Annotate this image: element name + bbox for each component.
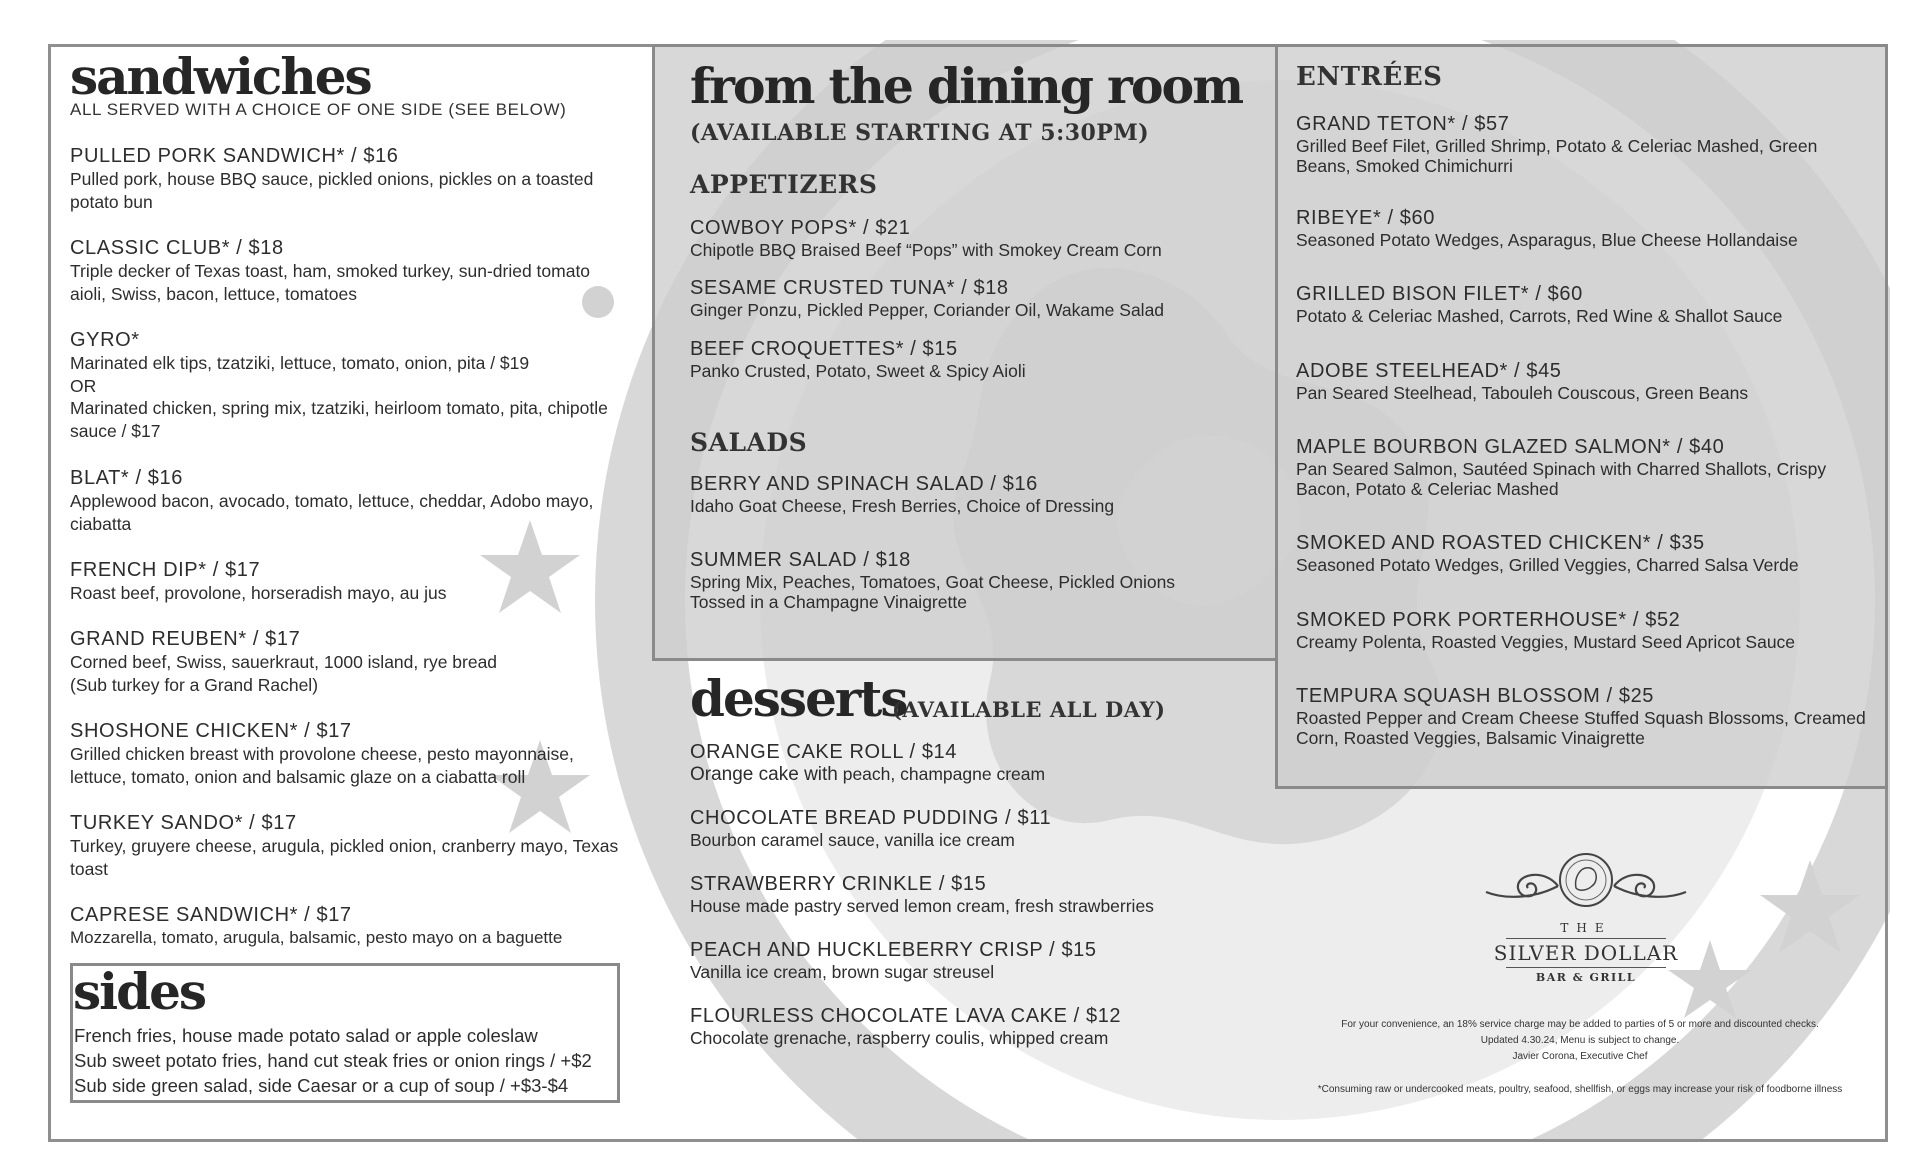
item-name: MAPLE BOURBON GLAZED SALMON* / $40 (1296, 436, 1725, 458)
menu-item (690, 548, 1270, 612)
menu-item (1296, 206, 1876, 250)
item-description: Vanilla ice cream, brown sugar streusel (690, 962, 995, 982)
sandwiches-title: sandwiches (70, 47, 371, 106)
item-name: SMOKED AND ROASTED CHICKEN* / $35 (1296, 532, 1705, 554)
menu-item (70, 558, 630, 605)
menu-item (690, 216, 1270, 260)
menu-item (690, 740, 1270, 785)
item-description: Idaho Goat Cheese, Fresh Berries, Choice of Dressing (690, 496, 1115, 516)
item-description: Marinated elk tips, tzatziki, lettuce, tomato, onion, pita / $19 (70, 353, 530, 373)
item-description: Potato & Celeriac Mashed, Carrots, Red Wine & Shallot Sauce (1296, 306, 1783, 326)
menu-item (690, 276, 1270, 320)
item-name: GYRO* (70, 329, 140, 351)
item-description-or: OR (70, 375, 97, 396)
chef-note: Javier Corona, Executive Chef (1512, 1051, 1648, 1062)
menu-item (1296, 282, 1876, 326)
item-name: ADOBE STEELHEAD* / $45 (1296, 360, 1562, 382)
menu-item (1296, 435, 1876, 499)
menu-item (1296, 684, 1880, 748)
item-name: SMOKED PORK PORTERHOUSE* / $52 (1296, 609, 1681, 631)
item-name: BERRY AND SPINACH SALAD / $16 (690, 473, 1038, 495)
item-description: Corned beef, Swiss, sauerkraut, 1000 island, rye bread (70, 652, 498, 672)
item-description: Turkey, gruyere cheese, arugula, pickled onion, cranberry mayo, Texas toast (70, 836, 619, 879)
menu-item (1296, 359, 1876, 403)
logo-name: SILVER DOLLAR (1493, 941, 1679, 965)
item-description: Bourbon caramel sauce, vanilla ice cream (690, 830, 1015, 850)
menu-item (70, 811, 630, 880)
menu-item (70, 719, 630, 788)
item-name: COWBOY POPS* / $21 (690, 217, 911, 239)
item-name: GRAND TETON* / $57 (1296, 113, 1510, 135)
item-name: SHOSHONE CHICKEN* / $17 (70, 720, 352, 742)
dining-title: from the dining room (690, 57, 1243, 115)
menu-item (70, 328, 630, 442)
item-description: Triple decker of Texas toast, ham, smoked turkey, sun-dried tomato aioli, Swiss, bacon, lettuce, tomatoes (70, 261, 591, 304)
updated-note: Updated 4.30.24, Menu is subject to change. (1480, 1035, 1680, 1046)
menu-item (1296, 531, 1876, 575)
desserts-title: desserts (690, 669, 907, 728)
item-name: STRAWBERRY CRINKLE / $15 (690, 873, 987, 895)
item-name: CAPRESE SANDWICH* / $17 (70, 904, 352, 926)
menu-item (1296, 608, 1876, 652)
sides-title: sides (73, 962, 206, 1021)
item-description: House made pastry served lemon cream, fresh strawberries (690, 896, 1154, 916)
entrees-title: ENTRÉES (1296, 62, 1443, 92)
item-description: peach, champagne cream (837, 764, 1046, 784)
menu-item (690, 806, 1270, 850)
sandwiches-subtitle: ALL SERVED WITH A CHOICE OF ONE SIDE (SEE BELOW) (70, 100, 567, 119)
menu-item (70, 236, 630, 305)
item-description: Pan Seared Salmon, Sautéed Spinach with Charred Shallots, Crispy Bacon, Potato & Celeriac Mashed (1296, 459, 1827, 499)
item-description: Applewood bacon, avocado, tomato, lettuce, cheddar, Adobo mayo, ciabatta (70, 491, 594, 534)
item-description-2: Tossed in a Champagne Vinaigrette (690, 592, 967, 612)
item-description-note: (Sub turkey for a Grand Rachel) (70, 674, 319, 695)
item-description-lead: Orange cake with (690, 764, 838, 785)
service-charge-note: For your convenience, an 18% service charge may be added to parties of 5 or more and discounted checks. (1341, 1019, 1819, 1030)
item-description: Pulled pork, house BBQ sauce, pickled onions, pickles on a toasted potato bun (70, 169, 594, 212)
menu-item (70, 144, 630, 213)
menu-item (1296, 112, 1876, 176)
sides-line: Sub side green salad, side Caesar or a cup of soup / +$3-$4 (74, 1075, 569, 1096)
item-description: Seasoned Potato Wedges, Asparagus, Blue Cheese Hollandaise (1296, 230, 1798, 250)
item-description: Ginger Ponzu, Pickled Pepper, Coriander Oil, Wakame Salad (690, 300, 1165, 320)
item-description-alt: Marinated chicken, spring mix, tzatziki, heirloom tomato, pita, chipotle sauce / $17 (70, 398, 608, 441)
item-description: Seasoned Potato Wedges, Grilled Veggies, Charred Salsa Verde (1296, 555, 1799, 575)
item-description: Panko Crusted, Potato, Sweet & Spicy Aioli (690, 361, 1026, 381)
menu-item (690, 938, 1270, 982)
dining-subtitle: (AVAILABLE STARTING AT 5:30PM) (690, 120, 1150, 146)
item-description: Chipotle BBQ Braised Beef “Pops” with Smokey Cream Corn (690, 240, 1162, 260)
item-description: Roasted Pepper and Cream Cheese Stuffed Squash Blossoms, Creamed Corn, Roasted Veggies, Balsamic Vinaigrette (1296, 708, 1866, 748)
item-name: CHOCOLATE BREAD PUDDING / $11 (690, 807, 1052, 829)
footer-notes (1290, 1017, 1870, 1065)
silver-dollar-logo (1466, 848, 1706, 988)
item-name: GRILLED BISON FILET* / $60 (1296, 283, 1583, 305)
item-name: BLAT* / $16 (70, 467, 183, 489)
item-description: Pan Seared Steelhead, Tabouleh Couscous, Green Beans (1296, 383, 1749, 403)
item-name: CLASSIC CLUB* / $18 (70, 237, 284, 259)
sides-line: French fries, house made potato salad or apple coleslaw (74, 1025, 538, 1046)
logo-tagline: BAR & GRILL (1535, 971, 1637, 984)
item-description: Chocolate grenache, raspberry coulis, whipped cream (690, 1028, 1109, 1048)
item-description: Grilled Beef Filet, Grilled Shrimp, Potato & Celeriac Mashed, Green Beans, Smoked Chimichurri (1296, 136, 1818, 176)
logo-the: THE (1560, 921, 1612, 935)
item-name: GRAND REUBEN* / $17 (70, 628, 301, 650)
appetizers-title: APPETIZERS (690, 170, 878, 199)
menu-item (70, 627, 630, 696)
item-name: ORANGE CAKE ROLL / $14 (690, 741, 957, 763)
item-name: RIBEYE* / $60 (1296, 207, 1435, 229)
food-safety-disclaimer: *Consuming raw or undercooked meats, poultry, seafood, shellfish, or eggs may increase your risk of foodborne illness (1317, 1084, 1843, 1095)
item-name: PULLED PORK SANDWICH* / $16 (70, 145, 399, 167)
coin-flourish-icon (1466, 848, 1706, 918)
item-name: SUMMER SALAD / $18 (690, 549, 911, 571)
item-description: Mozzarella, tomato, arugula, balsamic, pesto mayo on a baguette (70, 928, 563, 947)
item-name: TEMPURA SQUASH BLOSSOM / $25 (1296, 685, 1655, 707)
menu-item (690, 872, 1270, 916)
item-name: TURKEY SANDO* / $17 (70, 812, 297, 834)
salads-title: SALADS (690, 428, 808, 457)
item-description: Creamy Polenta, Roasted Veggies, Mustard Seed Apricot Sauce (1296, 632, 1796, 652)
item-description: Grilled chicken breast with provolone cheese, pesto mayonnaise, lettuce, tomato, onion and balsamic glaze on a ciabatta roll (70, 744, 574, 787)
menu-item (70, 466, 630, 535)
item-name: BEEF CROQUETTES* / $15 (690, 338, 958, 360)
item-name: PEACH AND HUCKLEBERRY CRISP / $15 (690, 939, 1097, 961)
menu-item (690, 472, 1270, 516)
desserts-subtitle: (AVAILABLE ALL DAY) (892, 697, 1166, 722)
item-description: Spring Mix, Peaches, Tomatoes, Goat Cheese, Pickled Onions (690, 572, 1176, 592)
item-name: SESAME CRUSTED TUNA* / $18 (690, 277, 1009, 299)
menu-item (70, 903, 650, 950)
item-name: FRENCH DIP* / $17 (70, 559, 261, 581)
item-description: Roast beef, provolone, horseradish mayo, au jus (70, 583, 447, 603)
sides-line: Sub sweet potato fries, hand cut steak fries or onion rings / +$2 (74, 1050, 592, 1071)
menu-item (690, 337, 1270, 381)
item-name: FLOURLESS CHOCOLATE LAVA CAKE / $12 (690, 1005, 1122, 1027)
menu-item (690, 1004, 1270, 1048)
